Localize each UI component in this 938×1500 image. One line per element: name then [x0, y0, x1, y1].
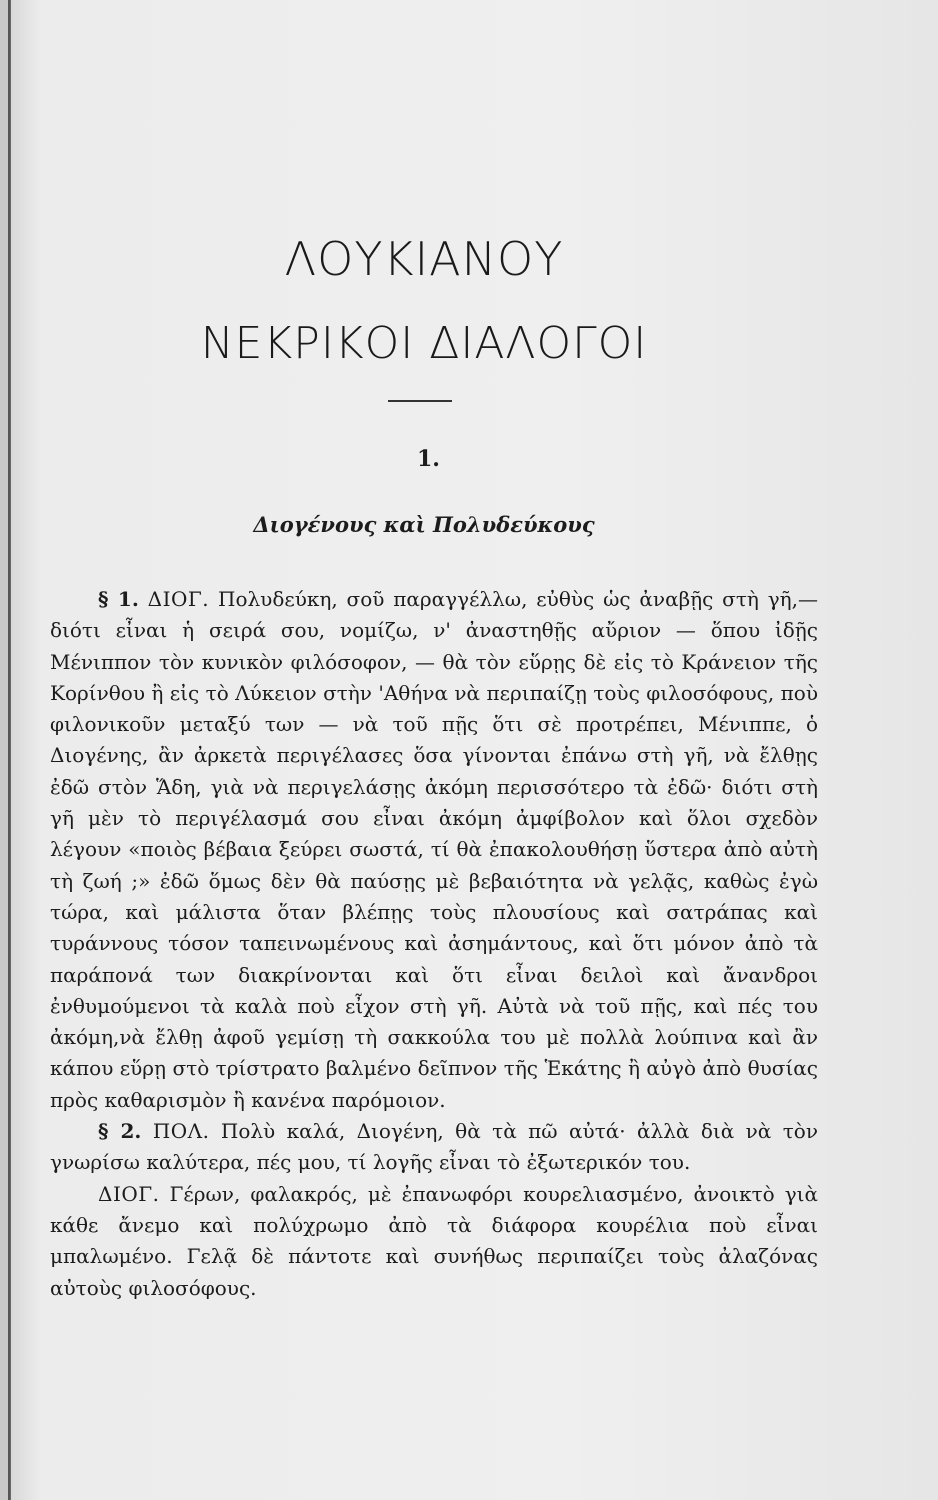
section-number: § 2.: [98, 1119, 142, 1144]
paragraph: [50, 1179, 818, 1304]
paragraph-text: Γέρων, φαλακρός, μὲ ἐπανωφόρι κουρελιασμένο, ἀνοικτὸ γιὰ κάθε ἄνεμο καὶ πολύχρωμο ἀπὸ τὰ διάφορα κουρέλια ποὺ εἶναι μπαλωμένο. Γελᾷ δὲ πάντοτε καὶ συνήθως περιπαίζει τοὺς ἀλαζόνας αὐτοὺς φιλοσόφους.: [50, 1181, 818, 1300]
section-number: § 1.: [98, 587, 139, 611]
speaker: ΔΙΟΓ.: [98, 1181, 160, 1206]
dialogue-title: Διογένους καὶ Πολυδεύκους: [253, 512, 595, 537]
speaker: ΔΙΟΓ.: [147, 587, 210, 611]
title-divider: [388, 400, 452, 402]
author-title: ΛΟΥΚΙΑΝΟΥ: [284, 232, 564, 286]
paragraph-text: Πολὺ καλά, Διογένη, θὰ τὰ πῶ αὐτά· ἀλλὰ διὰ νὰ τὸν γνωρίσω καλύτερα, πές μου, τί λογῆς εἶναι τὸ ἐξωτερικόν του.: [50, 1119, 819, 1175]
paragraph: [50, 584, 818, 1116]
dialogue-text: [50, 584, 818, 1304]
speaker: ΠΟΛ.: [152, 1119, 210, 1144]
paragraph: [50, 1116, 818, 1179]
page-gutter: [8, 0, 10, 1500]
paragraph-text: Πολυδεύκη, σοῦ παραγγέλλω, εὐθὺς ὡς ἀναβῇς στὴ γῆ,—διότι εἶναι ἡ σειρά σου, νομίζω, ν' ἀναστηθῇς αὔριον — ὅπου ἰδῇς Μένιππον τὸν κυνικὸν φιλόσοφον, — θὰ τὸν εὕρῃς δὲ εἰς τὸ Κράνειον τῆς Κορίνθου ἢ εἰς τὸ Λύκειον στὴν 'Αθήνα νὰ περιπαίζῃ τοὺς φιλοσόφους, ποὺ φιλονικοῦν μεταξύ των — νὰ τοῦ πῇς ὅτι σὲ προτρέπει, Μένιππε, ὁ Διογένης, ἂν ἀρκετὰ περιγέλασες ὅσα γίνονται ἐπάνω στὴ γῆ, νὰ ἔλθῃς ἐδῶ στὸν Ἅδη, γιὰ νὰ περιγελάσῃς ἀκόμη περισσότερο τὰ ἐδῶ· διότι στὴ γῆ μὲν τὸ περιγέλασμά σου εἶναι ἀκόμη ἀμφίβολον καὶ ὅλοι σχεδὸν λέγουν «ποιὸς βέβαια ξεύρει σωστά, τί θὰ ἐπακολουθήσῃ ὕστερα ἀπὸ αὐτὴ τὴ ζωή ;» ἐδῶ ὅμως δὲν θὰ παύσῃς μὲ βεβαιότητα νὰ γελᾷς, καθὼς ἐγὼ τώρα, καὶ μάλιστα ὅταν βλέπῃς τοὺς πλουσίους καὶ σατράπας καὶ τυράννους τόσον ταπεινωμένους καὶ ἀσημάντους, καὶ ὅτι μόνον ἀπὸ τὰ παράπονά των διακρίνονται καὶ ὅτι εἶναι δειλοὶ καὶ ἄνανδροι ἐνθυμούμενοι τὰ καλὰ ποὺ εἶχον στὴ γῆ. Αὐτὰ νὰ τοῦ πῇς, καὶ πές του ἀκόμη,νὰ ἔλθῃ ἀφοῦ γεμίσῃ τὴ σακκούλα του μὲ πολλὰ λούπινα καὶ ἂν κάπου εὕρῃ στὸ τρίστρατο βαλμένο δεῖπνον τῆς Ἑκάτης ἢ αὐγὸ ἀπὸ θυσίας πρὸς καθαρισμὸν ἢ κανένα παρόμοιον.: [50, 587, 819, 1112]
work-title: ΝΕΚΡΙΚΟΙ ΔΙΑΛΟΓΟΙ: [200, 318, 648, 369]
dialogue-number: 1.: [417, 446, 440, 472]
